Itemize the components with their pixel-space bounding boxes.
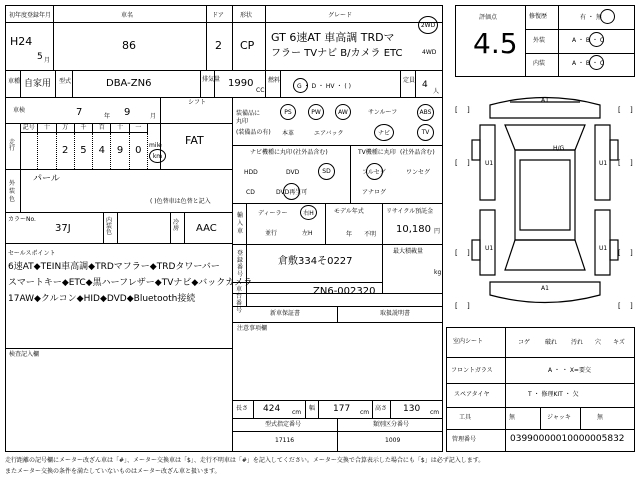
grade-label: グレード bbox=[328, 12, 353, 19]
spare-tire-label: スペアタイヤ bbox=[454, 391, 490, 398]
mileage-col-header: 百 bbox=[93, 123, 111, 133]
first-reg-year: H24 bbox=[10, 35, 33, 48]
sales-line1: 6速AT◆TEIN車高調◆TRDマフラー◆TRDタワーバー bbox=[8, 262, 220, 272]
svg-text:]: ] bbox=[467, 159, 470, 167]
svg-text:[: [ bbox=[618, 302, 621, 310]
equip-navi bbox=[374, 124, 394, 141]
mileage-digit bbox=[38, 133, 56, 169]
displacement-label: 排気量 bbox=[202, 76, 221, 83]
front-glass-label: フロントガラス bbox=[451, 367, 493, 374]
svg-text:[: [ bbox=[618, 106, 621, 114]
svg-text:]: ] bbox=[467, 249, 470, 257]
registration-label: 登録番号 bbox=[237, 250, 244, 278]
interior-color-label: 内装色 bbox=[106, 217, 113, 236]
repair-options: 有 ・ 無 bbox=[580, 14, 602, 21]
svg-text:]: ] bbox=[630, 302, 633, 310]
mileage-col-header: 万 bbox=[57, 123, 75, 133]
tools-value: 無 bbox=[509, 414, 516, 421]
svg-text:[: [ bbox=[455, 249, 458, 257]
type-designation-value: 17116 bbox=[275, 437, 295, 444]
length-label: 長さ bbox=[236, 405, 249, 412]
repair-label: 修復歴 bbox=[529, 13, 548, 20]
mileage-col-header: 記号 bbox=[20, 123, 38, 133]
fuel-label: 燃料 bbox=[268, 77, 281, 84]
inspection-month: 9 bbox=[124, 107, 131, 118]
mileage-col-header: 千 bbox=[75, 123, 93, 133]
score-value: 4.5 bbox=[473, 27, 518, 60]
drive-2wd-circle bbox=[418, 16, 438, 34]
management-value: 03990000010000005832 bbox=[510, 434, 625, 444]
seat-tear: 破れ bbox=[545, 339, 558, 346]
diagram-label-u1-right2: U1 bbox=[599, 245, 608, 252]
recycle-yen: 円 bbox=[434, 228, 441, 235]
navi-hdd: HDD bbox=[244, 169, 258, 176]
model-year-unknown: 不明 bbox=[364, 231, 377, 238]
length-cm: cm bbox=[292, 409, 302, 416]
cooler-label: 冷房 bbox=[173, 219, 180, 232]
seat-stain: 汚れ bbox=[571, 339, 584, 346]
door-label: ドア bbox=[212, 12, 224, 19]
shape-label: 形状 bbox=[240, 12, 253, 19]
category-value: 1009 bbox=[385, 437, 401, 444]
inspection-year: 7 bbox=[76, 107, 83, 118]
cooler-value: AAC bbox=[196, 223, 217, 234]
car-name-value: 86 bbox=[122, 39, 136, 52]
chassis-value: ZN6-002320 bbox=[313, 286, 376, 297]
inspection-label: 車検 bbox=[13, 107, 26, 114]
diagram-label-u1-right: U1 bbox=[599, 160, 608, 167]
svg-text:[: [ bbox=[455, 106, 458, 114]
seat-burn: コゲ bbox=[518, 339, 531, 346]
equipment-label: 装備品に丸印 bbox=[236, 110, 261, 125]
svg-text:[: [ bbox=[618, 249, 621, 257]
equip-abs bbox=[417, 104, 434, 121]
equip-abs-label: ABS bbox=[419, 109, 432, 116]
displacement-value: 1990 bbox=[228, 78, 254, 89]
exterior-rating-label: 外装 bbox=[533, 37, 546, 44]
drive-2wd: 2WD bbox=[420, 21, 436, 29]
shift-label: シフト bbox=[188, 99, 207, 106]
svg-text:]: ] bbox=[630, 106, 633, 114]
width-cm: cm bbox=[360, 409, 370, 416]
diagram-brackets bbox=[455, 106, 633, 310]
diagram-label-u1-left: U1 bbox=[485, 160, 494, 167]
first-reg-month: 5 bbox=[37, 52, 43, 62]
notes-label: 注意事項欄 bbox=[237, 325, 268, 332]
score-label: 評価点 bbox=[479, 14, 498, 21]
grade-line2: フラー TVナビ B/カメラ ETC bbox=[271, 48, 403, 59]
interior-rating-options: A ・ B ・ C bbox=[572, 60, 605, 67]
spare-tire-value: T ・ 修理KIT ・ 欠 bbox=[528, 391, 579, 398]
equip-aw bbox=[335, 104, 351, 120]
equip-aw-label: AW bbox=[338, 108, 348, 116]
tools-label: 工具 bbox=[459, 414, 472, 421]
equip-pw-label: PW bbox=[311, 108, 321, 116]
tv-oneseg: ワンセグ bbox=[406, 169, 431, 176]
color-no-value: 37J bbox=[55, 223, 71, 234]
recycle-label: リサイクル預託金 bbox=[386, 208, 434, 215]
capacity-value: 4 bbox=[422, 80, 428, 90]
seat-scratch: キズ bbox=[613, 339, 625, 346]
height-cm: cm bbox=[430, 409, 440, 416]
model-year-label: モデル年式 bbox=[334, 208, 364, 215]
sales-line3: 17AW◆クルコン◆HID◆DVD◆Bluetooth接続 bbox=[8, 294, 196, 304]
navi-dvd-play: DVD再生可 bbox=[276, 189, 308, 196]
exterior-note: ( )色替車は色替と記入 bbox=[150, 198, 211, 205]
mileage-grid bbox=[20, 123, 148, 169]
inspector-label: 検査記入欄 bbox=[9, 351, 40, 358]
mileage-digit: 0 bbox=[130, 133, 148, 169]
equip-ps-label: PS bbox=[284, 108, 292, 116]
equipment-sub: (装備品の有) bbox=[236, 129, 271, 136]
exterior-rating-options: A ・ B ・ C bbox=[572, 37, 605, 44]
equip-sunroof: サンルーフ bbox=[368, 109, 398, 116]
management-label: 管理番号 bbox=[452, 436, 477, 443]
mileage-digit: 5 bbox=[75, 133, 93, 169]
svg-text:]: ] bbox=[630, 159, 633, 167]
persons-unit: 人 bbox=[433, 88, 440, 95]
jack-value: 無 bbox=[597, 414, 604, 421]
car-damage-diagram bbox=[450, 90, 640, 320]
diagram-label-a1-bottom: A1 bbox=[541, 285, 549, 292]
seat-label: 室内シート bbox=[453, 338, 484, 345]
import-dealer: ディーラー bbox=[258, 210, 288, 217]
mileage-label: 走行 bbox=[9, 139, 16, 152]
mileage-unit-km: km bbox=[152, 152, 163, 160]
mileage-col-header: 十 bbox=[38, 123, 56, 133]
equip-pw bbox=[308, 104, 324, 120]
import-left-h: 左H bbox=[302, 230, 313, 237]
navi-sub: (社外品含む) bbox=[293, 149, 328, 156]
grade-line1: GT 6速AT 車高調 TRDマ bbox=[271, 31, 395, 44]
first-reg-label: 初年度登録年月 bbox=[9, 12, 52, 19]
equip-tv bbox=[417, 124, 434, 141]
inspection-year-suffix: 年 bbox=[104, 113, 111, 120]
import-right-h-circle bbox=[300, 205, 317, 220]
tv-sub: (社外品含む) bbox=[400, 149, 435, 156]
exterior-label: 外装色 bbox=[9, 180, 16, 203]
inspection-month-suffix: 月 bbox=[150, 113, 157, 120]
svg-text:[: [ bbox=[455, 302, 458, 310]
svg-text:]: ] bbox=[630, 249, 633, 257]
exterior-color: パール bbox=[33, 174, 60, 184]
equip-ps bbox=[280, 104, 296, 120]
navi-sd: SD bbox=[322, 168, 331, 175]
mileage-digit: 2 bbox=[57, 133, 75, 169]
footer-line1: 走行距離の記号欄にメーター改ざん車は「#」、メーター交換車は「$」、走行不明車は「#」を記入してください。メーター交換で合算表示した場合にも「$」は必ず記入します。 bbox=[5, 457, 485, 464]
svg-text:]: ] bbox=[467, 302, 470, 310]
shift-value: FAT bbox=[185, 134, 204, 147]
tv-analog: アナログ bbox=[362, 189, 387, 196]
diagram-label-hg: H/G bbox=[553, 145, 565, 152]
front-glass-value: A ・ ・ X=要交 bbox=[548, 367, 591, 374]
import-label: 輸入車 bbox=[237, 212, 244, 235]
svg-text:[: [ bbox=[455, 159, 458, 167]
import-right-h: 右H bbox=[303, 210, 314, 217]
repair-none-circle bbox=[600, 9, 615, 24]
type-designation-label: 型式指定番号 bbox=[265, 421, 302, 428]
sales-line2: スマートキー◆ETC◆黒ハーフレザー◆TVナビ◆バックカメラ bbox=[8, 278, 253, 288]
navi-sd-circle bbox=[318, 163, 335, 180]
mileage-col-header: 十 bbox=[111, 123, 129, 133]
model-label: 型式 bbox=[59, 78, 72, 85]
height-value: 130 bbox=[403, 404, 421, 414]
first-reg-month-suffix: 月 bbox=[44, 57, 51, 64]
equip-tv-label: TV bbox=[421, 129, 430, 136]
navi-label: ナビ機種に丸印 bbox=[250, 149, 293, 156]
sales-point-label: セールスポイント bbox=[8, 250, 56, 257]
width-label: 幅 bbox=[309, 405, 316, 412]
mileage-digit: 9 bbox=[111, 133, 129, 169]
mileage-digit: 4 bbox=[93, 133, 111, 169]
equip-airbag: エアバック bbox=[314, 130, 344, 137]
mileage-digit bbox=[20, 133, 38, 169]
interior-b-circle bbox=[589, 55, 604, 70]
manual-label: 取扱説明書 bbox=[380, 310, 411, 317]
mileage-unit-mile: mile bbox=[149, 142, 162, 149]
footer-line2: またメーター交換の条件を満たしていないものはメーター改ざん車と扱います。 bbox=[5, 468, 221, 475]
import-parallel: 並行 bbox=[265, 230, 278, 237]
usage-value: 自家用 bbox=[24, 79, 52, 89]
equip-leather: 本革 bbox=[282, 130, 295, 137]
registration-value: 倉敷334そ0227 bbox=[278, 256, 353, 267]
cc-unit: CC bbox=[256, 87, 265, 94]
svg-text:[: [ bbox=[618, 159, 621, 167]
model-year-suffix: 年 bbox=[346, 231, 353, 238]
navi-dvd: DVD bbox=[286, 169, 300, 176]
exterior-b-circle bbox=[589, 32, 604, 47]
drive-4wd: 4WD bbox=[422, 49, 437, 56]
jack-label: ジャッキ bbox=[547, 414, 571, 421]
mileage-km-circle bbox=[149, 149, 166, 163]
diagram-label-a1-top: A1 bbox=[541, 97, 549, 104]
main-sheet bbox=[5, 5, 443, 452]
recycle-value: 10,180 bbox=[396, 224, 431, 235]
model-value: DBA-ZN6 bbox=[106, 78, 152, 89]
max-load-kg: kg bbox=[434, 269, 442, 276]
tv-label: TV機種に丸印 bbox=[358, 149, 396, 156]
usage-label: 車種 bbox=[8, 78, 21, 85]
svg-text:]: ] bbox=[467, 106, 470, 114]
height-label: 高さ bbox=[375, 405, 388, 412]
category-label: 類別区分番号 bbox=[373, 421, 410, 428]
length-value: 424 bbox=[263, 404, 281, 414]
shape-value: CP bbox=[240, 39, 255, 52]
tv-fullseg: フルセグ bbox=[362, 169, 386, 176]
fuel-options: G ・ D ・ HV ・ ( ) bbox=[297, 83, 351, 90]
interior-rating-label: 内装 bbox=[533, 60, 546, 67]
car-name-label: 車名 bbox=[121, 12, 134, 19]
navi-cd: CD bbox=[246, 189, 255, 196]
width-value: 177 bbox=[333, 404, 351, 414]
mileage-col-header: 一 bbox=[130, 123, 148, 133]
max-load-label: 最大積載量 bbox=[393, 248, 424, 255]
diagram-label-u1-left2: U1 bbox=[485, 245, 494, 252]
seat-hole: 穴 bbox=[595, 339, 602, 346]
doors-value: 2 bbox=[215, 39, 222, 52]
chassis-label: 車台番号 bbox=[236, 286, 243, 314]
new-car-warranty: 新車保証書 bbox=[270, 310, 301, 317]
equip-navi-label: ナビ bbox=[377, 130, 390, 137]
capacity-label: 定員 bbox=[403, 77, 416, 84]
color-no-label: カラーNo. bbox=[8, 216, 36, 223]
